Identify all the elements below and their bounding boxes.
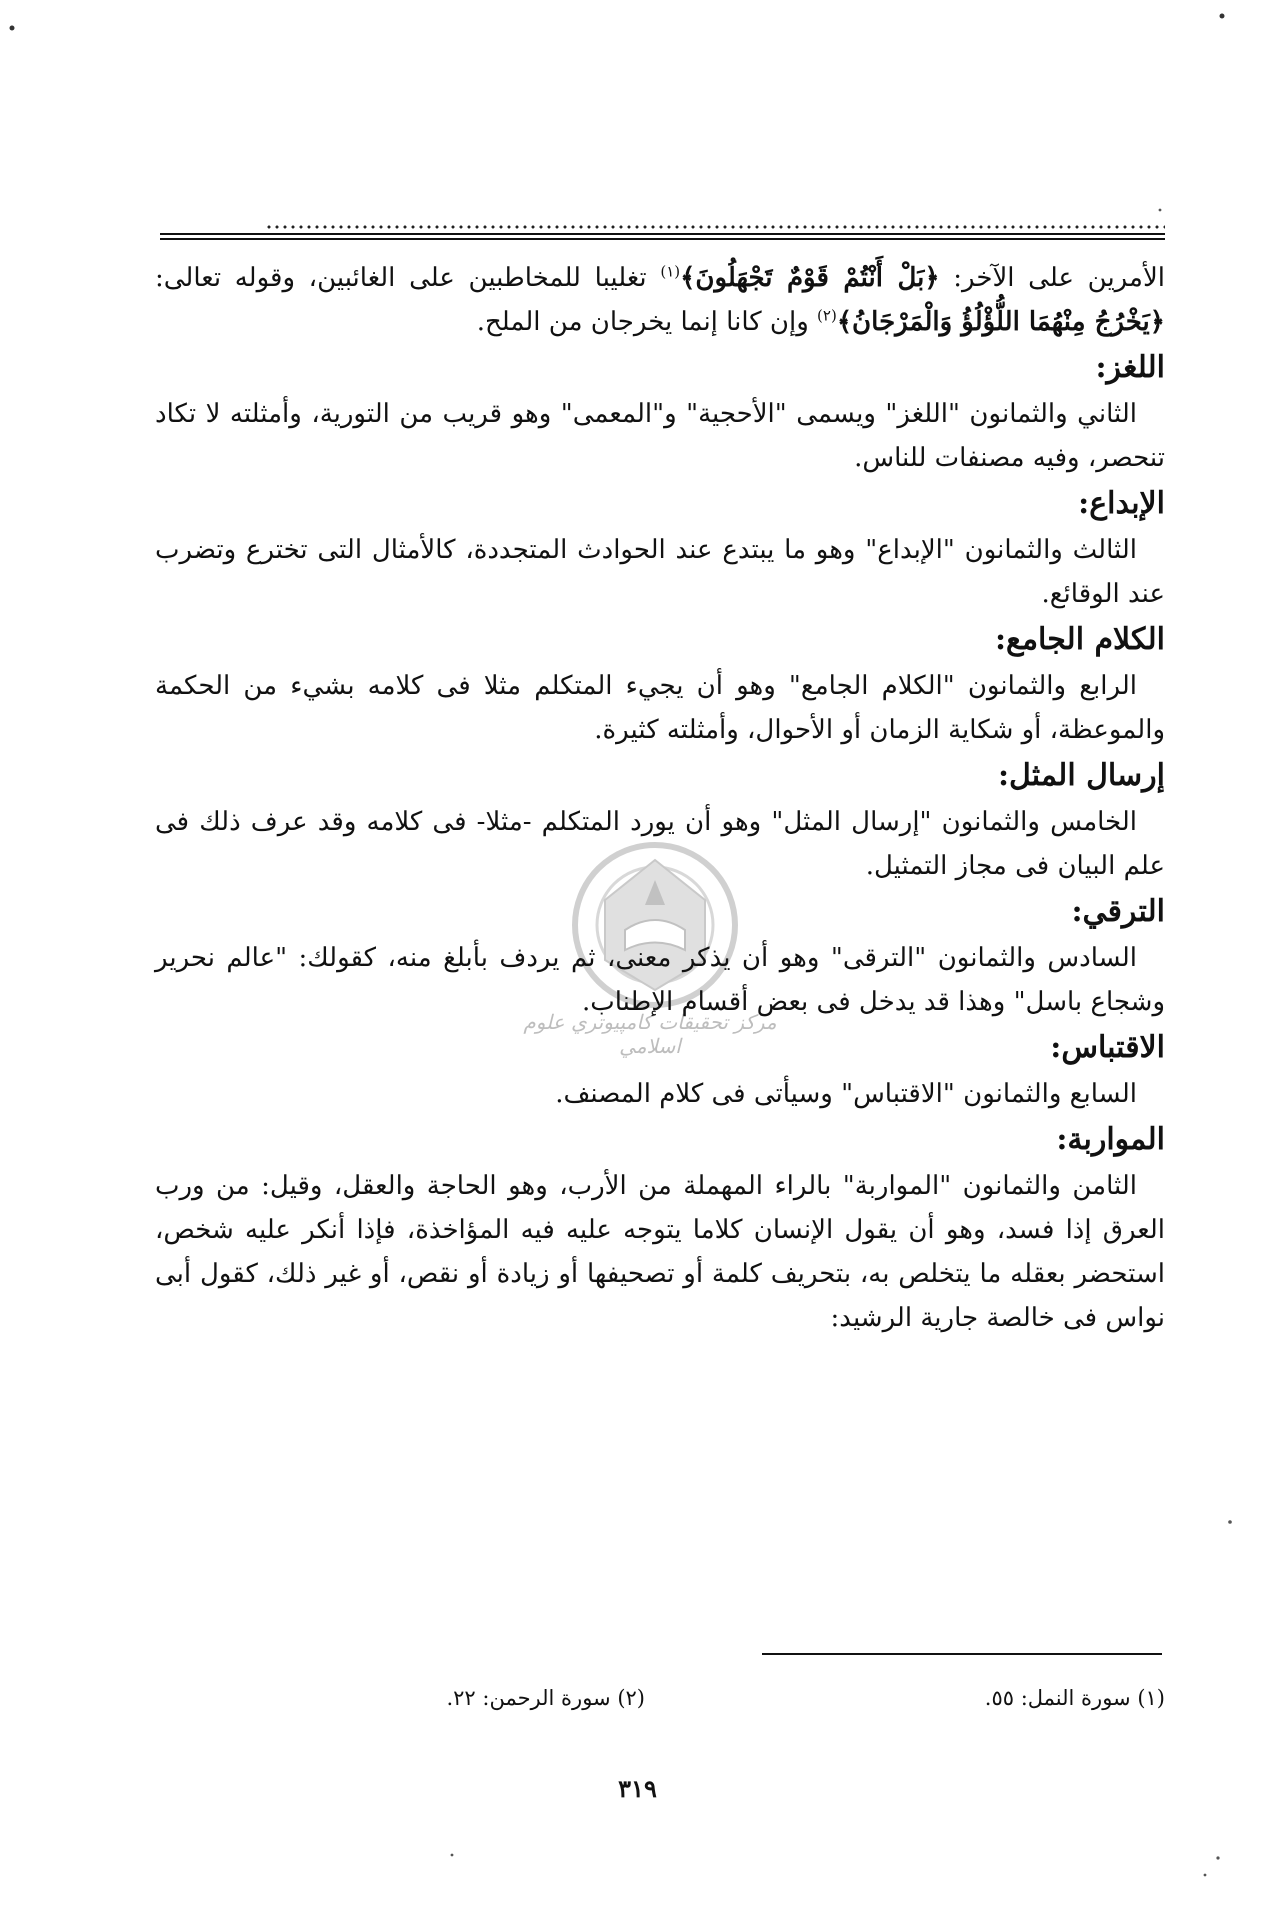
main-text <box>155 256 1165 1340</box>
section-heading: الكلام الجامع: <box>994 622 1165 657</box>
section-paragraph: الثاني والثمانون "اللغز" ويسمى "الأحجية" و"المعمى" وهو قريب من التورية، وأمثلته لا تكاد تنحصر، وفيه مصنفات للناس. <box>155 399 1165 473</box>
section-paragraph: السادس والثمانون "الترقى" وهو أن يذكر معنى، ثم يردف بأبلغ منه، كقولك: "عالم نحرير وشجاع باسل" وهذا قد يدخل فى بعض أقسام الإطناب. <box>155 943 1165 1017</box>
section-heading: الإبداع: <box>1078 486 1165 521</box>
double-rule-bottom <box>160 238 1165 240</box>
section-heading: الترقي: <box>1071 894 1165 929</box>
footnote-1: (١) سورة النمل: ٥٥. <box>984 1686 1165 1710</box>
double-rule-top <box>160 233 1165 235</box>
line-text: تغليبا للمخاطبين على الغائبين، وقوله تعالى: <box>155 263 661 293</box>
section-paragraph: الثالث والثمانون "الإبداع" وهو ما يبتدع عند الحوادث المتجددة، كالأمثال التى تخترع وتضرب عند الوقائع. <box>155 535 1165 609</box>
section-heading: إرسال المثل: <box>997 758 1165 793</box>
footnote-2: (٢) سورة الرحمن: ٢٢. <box>446 1686 645 1710</box>
footnote-ref: (١) <box>660 262 681 281</box>
section-paragraph: الرابع والثمانون "الكلام الجامع" وهو أن يجيء المتكلم مثلا فى كلامه بشيء من الحكمة والموعظة، أو شكاية الزمان أو الأحوال، وأمثلته كثيرة. <box>155 671 1165 745</box>
section-paragraph: الثامن والثمانون "المواربة" بالراء المهملة من الأرب، وهو الحاجة والعقل، وقيل: من ورب العرق إذا فسد، وهو أن يقول الإنسان كلاما يتوجه عليه فيه المؤاخذة، فإذا أنكر عليه شخص، استحضر بعقله ما يتخلص به، بتحريف كلمة أو تصحيفها أو زيادة أو نقص، أو غير ذلك، كقول أبى نواس فى خالصة جارية الرشيد: <box>155 1171 1165 1333</box>
footnote-rule <box>762 1653 1162 1655</box>
section-heading: اللغز: <box>1095 350 1165 385</box>
section-paragraph: السابع والثمانون "الاقتباس" وسيأتى فى كلام المصنف. <box>555 1079 1137 1109</box>
line-text: الأمرين على الآخر: <box>939 263 1166 293</box>
watermark-caption: مركز تحقيقات كامپيوتري علوم اسلامي <box>523 1010 777 1058</box>
section-paragraph: الخامس والثمانون "إرسال المثل" وهو أن يورد المتكلم -مثلا- فى كلامه وقد عرف ذلك فى علم البيان فى مجاز التمثيل. <box>155 807 1165 881</box>
section-heading: الاقتباس: <box>1050 1030 1165 1065</box>
footnote-ref: (٢) <box>817 306 837 325</box>
quran-verse: ﴿بَلْ أَنْتُمْ قَوْمٌ تَجْهَلُونَ﴾ <box>680 263 940 293</box>
dotted-rule <box>265 225 1165 229</box>
section-heading: المواربة: <box>1056 1122 1165 1157</box>
quran-verse: ﴿يَخْرُجُ مِنْهُمَا اللُّؤْلُؤُ وَالْمَرْجَانُ﴾ <box>836 307 1165 337</box>
opening-paragraph <box>155 256 1165 344</box>
header-rule <box>160 225 1165 243</box>
page-number: ٣١٩ <box>618 1774 657 1803</box>
line-text: وإن كانا إنما يخرجان من الملح. <box>476 307 818 337</box>
